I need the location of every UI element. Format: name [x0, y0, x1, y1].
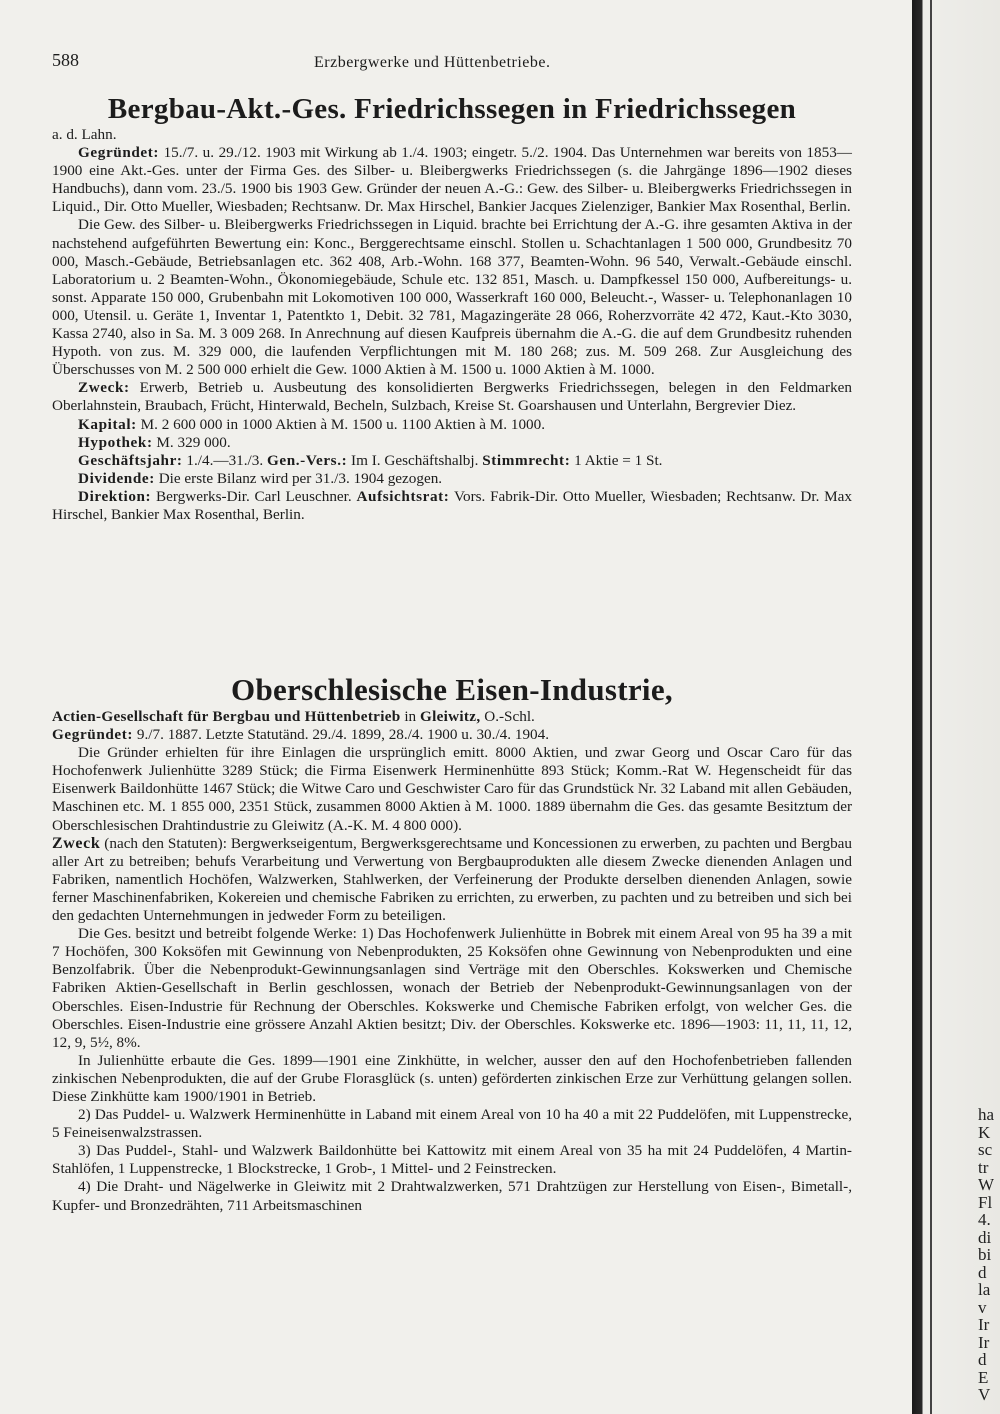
subtitle-tail: O.-Schl. [480, 708, 535, 725]
label-gen-vers: Gen.-Vers.: [266, 451, 348, 469]
label-gegruendet: Gegründet: [78, 144, 160, 162]
hypothek-text: M. 329 000. [152, 433, 231, 451]
adjacent-page-fragment: 4. [978, 1210, 991, 1229]
label-hypothek: Hypothek: [78, 433, 153, 451]
label-stimmrecht: Stimmrecht: [482, 451, 571, 469]
label-zweck: Zweck: [78, 379, 130, 397]
adjacent-page-fragment: di [978, 1227, 992, 1247]
geschaeftsjahr-text: 1./4.—31./3. [182, 451, 267, 469]
entry-subtitle [52, 708, 852, 726]
founding-paragraph [52, 726, 852, 744]
entry-friedrichssegen [52, 92, 852, 524]
gen-vers-text: Im I. Geschäftshalbj. [347, 451, 483, 469]
direktion-line [52, 488, 852, 524]
founding-text: 15./7. u. 29./12. 1903 mit Wirkung ab 1./4. 1903; eingetr. 5./2. 1904. Das Unternehmen war bereits von 1853—1900 eine Akt.-Ges. unter der Firma Ges. des Silber- u. Bleibergwerks Friedrichssegen (s. die Jahrgänge 1896—1902 dieses Handbuchs), dann vom. 23./5. 1900 bis 1903 Gew. Gründer der neuen A.-G.: Gew. des Silber- u. Bleibergwerks Friedrichssegen in Liquid., Dir. Otto Mueller, Wiesbaden; Rechtsanw. Dr. Max Hirschel, Bankier Jacques Zielenziger, Bankier Max Rosenthal, Berlin. [52, 144, 852, 216]
subtitle-in: in [400, 708, 420, 725]
zweck-text: Erwerb, Betrieb u. Ausbeutung des konsolidierten Bergwerks Friedrichssegen, belegen in den Feldmarken Oberlahnstein, Braubach, Frücht, Hinterwald, Becheln, Sulzbach, Kreise St. Goarshausen und Unterlahn, Bergrevier Diez. [52, 379, 852, 415]
adjacent-page-fragment: d [978, 1262, 987, 1282]
page-header [52, 50, 852, 80]
geschaeftsjahr-line [52, 452, 852, 470]
adjacent-page-fragment: la [978, 1280, 991, 1299]
direktion-text: Bergwerks-Dir. Carl Leuschner. [151, 487, 357, 505]
label-kapital: Kapital: [78, 415, 137, 433]
adjacent-page-fragment: sc [978, 1140, 993, 1159]
adjacent-page-fragment: tr [978, 1157, 989, 1177]
adjacent-page-fragment: Ir [978, 1315, 990, 1334]
label-geschaeftsjahr: Geschäftsjahr: [78, 451, 183, 469]
kapital-text: M. 2 600 000 in 1000 Aktien à M. 1500 u. 1100 Aktien à M. 1000. [136, 415, 546, 433]
kapital-line [52, 416, 852, 434]
herminenhuette-paragraph: 2) Das Puddel- u. Walzwerk Herminenhütte in Laband mit einem Areal von 10 ha 40 a mit 22 Puddelöfen, mit Luppenstrecke, 5 Feineisenwalzstrassen. [52, 1106, 852, 1142]
adjacent-page-fragment: Fl [978, 1192, 993, 1212]
adjacent-page-fragment: E [978, 1367, 989, 1387]
page-number: 588 [52, 50, 79, 70]
subtitle-company: Actien-Gesellschaft für Bergbau und Hüttenbetrieb [52, 708, 401, 725]
label-direktion: Direktion: [78, 487, 152, 505]
label-dividende: Dividende: [78, 469, 155, 487]
zweck-paragraph [52, 835, 852, 925]
adjacent-page-fragment: ha [978, 1105, 995, 1124]
zweck-text: (nach den Statuten): Bergwerkseigentum, Bergwerksgerechtsame und Koncessionen zu erwerben, zu pachten und Bergbau aller Art zu betreiben; behufs Verarbeitung und Verwertung von Bergbauprodukten alle diesem Zwecke dienenden Anlagen und Fabriken, namentlich Hochöfen, Walzwerken, Stahlwerken, der Verfeinerung der Produkte derselben dienenden Anlagen, sowie ferner Maschinenfabriken, Kokereien und chemische Fabriken zu errichten, zu erwerben, zu pachten und zu betreiben und sich bei den gedachten Unternehmungen in jedweder Form zu beteiligen. [52, 834, 852, 925]
gruender-paragraph: Die Gründer erhielten für ihre Einlagen die ursprünglich emitt. 8000 Aktien, und zwar Georg und Oscar Caro für das Hochofenwerk Julienhütte 3289 Stück; die Firma Eisenwerk Herminenhütte 893 Stück; Komm.-Rat W. Hegenscheidt für das Eisenwerk Baildonhütte 1467 Stück; die Witwe Caro und Geschwister Caro für das Grundstück Nr. 32 Laband mit allen Gebäuden, Maschinen etc. M. 1 855 000, 2351 Stück, zusammen 8000 Aktien à M. 1000. 1889 übernahm die Ges. das gesamte Besitztum der Oberschlesischen Drahtindustrie zu Gleiwitz (A.-K. M. 4 800 000). [52, 744, 852, 834]
adjacent-page-fragment: W [978, 1175, 995, 1194]
assets-paragraph: Die Gew. des Silber- u. Bleibergwerks Friedrichssegen in Liquid. brachte bei Errichtung der A.-G. ihre gesamten Aktiva in der nachstehend aufgeführten Bewertung ein: Konc., Berggerechtsame einschl. Stollen u. Schachtanlagen 1 500 000, Grundbesitz 70 000, Masch.-Gebäude, Betriebsanlagen etc. 362 408, Arb.-Wohn. 168 377, Beamten-Wohn. 96 540, Verwalt.-Gebäude einschl. Laboratorium u. 2 Beamten-Wohn., Ökonomiegebäude, Schule etc. 132 851, Masch. u. Dampfkessel 150 000, Aufbereitungs- u. sonst. Apparate 150 000, Grubenbahn mit Lokomotiven 100 000, Wasserkraft 160 000, Beleucht.-, Wasser- u. Telephonanlagen 10 000, Utensil. u. Geräte 1, Inventar 1, Patentkto 1, Debit. 32 781, Magazingeräte 28 066, Roherzvorräte 42 472, Kaut.-Kto 3030, Kassa 2740, also in Sa. M. 3 009 268. In Anrechnung auf diesen Kaufpreis übernahm die A.-G. die auf dem Grundbesitz ruhenden Hypoth. von zus. M. 329 000, die laufenden Verpflichtungen mit M. 180 268; zus. M. 509 268. Zur Ausgleichung des Überschusses von M. 2 500 000 erhielt die Gew. 1000 Aktien à M. 1500 u. 1000 Aktien à M. 1000. [52, 216, 852, 379]
entry-oberschlesische-eisen-industrie [52, 672, 852, 1215]
zinkhuette-paragraph: In Julienhütte erbaute die Ges. 1899—1901 eine Zinkhütte, in welcher, ausser den auf den Hochofenbetrieben fallenden zinkischen Nebenprodukten, die auf der Grube Florasglück (s. unten) geförderten zinkischen Erze zur Verhüttung gelangen sollen. Diese Zinkhütte kam 1900/1901 in Betrieb. [52, 1051, 852, 1105]
label-aufsichtsrat: Aufsichtsrat: [356, 487, 450, 505]
drahtwerke-paragraph: 4) Die Draht- und Nägelwerke in Gleiwitz mit 2 Drahtwalzwerken, 571 Drahtzügen zur Herstellung von Eisen-, Bimetall-, Kupfer- und Bronzedrähten, 711 Arbeitsmaschinen [52, 1178, 852, 1214]
dividende-line [52, 470, 852, 488]
stimmrecht-text: 1 Aktie = 1 St. [570, 451, 663, 469]
hypothek-line [52, 434, 852, 452]
adjacent-page-fragment: v [978, 1297, 987, 1317]
aufsichtsrat-text: Vors. Fabrik-Dir. Otto Mueller, Wiesbaden; Rechtsanw. Dr. Max Hirschel, Bankier Max Rosenthal, Berlin. [52, 487, 852, 523]
baildonhuette-paragraph: 3) Das Puddel-, Stahl- und Walzwerk Baildonhütte bei Kattowitz mit einem Areal von 35 ha mit 24 Puddelöfen, 4 Martin-Stahlöfen, 1 Luppenstrecke, 1 Blockstrecke, 1 Grob-, 1 Mittel- und 2 Feinstrecken. [52, 1142, 852, 1178]
adjacent-page-fragment: K [978, 1122, 991, 1142]
page-gutter-line [930, 0, 932, 1414]
running-title: Erzbergwerke und Hüttenbetriebe. [314, 54, 551, 71]
adjacent-page-fragment: V [978, 1385, 991, 1404]
adjacent-page-fragment: bi [978, 1245, 992, 1264]
zweck-paragraph [52, 379, 852, 415]
entry-title: Oberschlesische Eisen-Industrie, [231, 672, 673, 707]
label-zweck: Zweck [52, 834, 101, 852]
adjacent-page-fragment: Ir [978, 1332, 990, 1352]
founding-text: 9./7. 1887. Letzte Statutänd. 29./4. 1899, 28./4. 1900 u. 30./4. 1904. [133, 726, 550, 744]
adjacent-page-fragment: d [978, 1350, 987, 1369]
entry-title: Bergbau-Akt.-Ges. Friedrichssegen in Friedrichssegen [107, 93, 797, 125]
subtitle-place: Gleiwitz, [419, 708, 481, 725]
entry-subtitle: a. d. Lahn. [52, 126, 117, 143]
label-gegruendet: Gegründet: [52, 726, 134, 744]
founding-paragraph [52, 144, 852, 216]
werke-paragraph: Die Ges. besitzt und betreibt folgende Werke: 1) Das Hochofenwerk Julienhütte in Bobrek mit einem Areal von 95 ha 39 a mit 7 Hochöfen, 300 Koksöfen mit Gewinnung von Nebenprodukten, 25 Koksöfen ohne Gewinnung von Nebenprodukten und eine Benzolfabrik. Über die Nebenprodukt-Gewinnungsanlagen sind Verträge mit den Oberschles. Kokswerken und Chemische Fabriken Aktien-Gesellschaft in Berlin geschlossen, wonach der Betrieb der Nebenprodukt-Gewinnungsanlagen von der Oberschles. Eisen-Industrie für Rechnung der Oberschles. Kokswerke und Chemische Fabriken erfolgt, von welcher Ges. die Oberschles. Eisen-Industrie eine grössere Anzahl Aktien besitzt; Div. der Oberschles. Kokswerke etc. 1896—1903: 11, 11, 11, 12, 12, 9, 5½, 8%. [52, 925, 852, 1051]
dividende-text: Die erste Bilanz wird per 31./3. 1904 gezogen. [154, 469, 443, 487]
